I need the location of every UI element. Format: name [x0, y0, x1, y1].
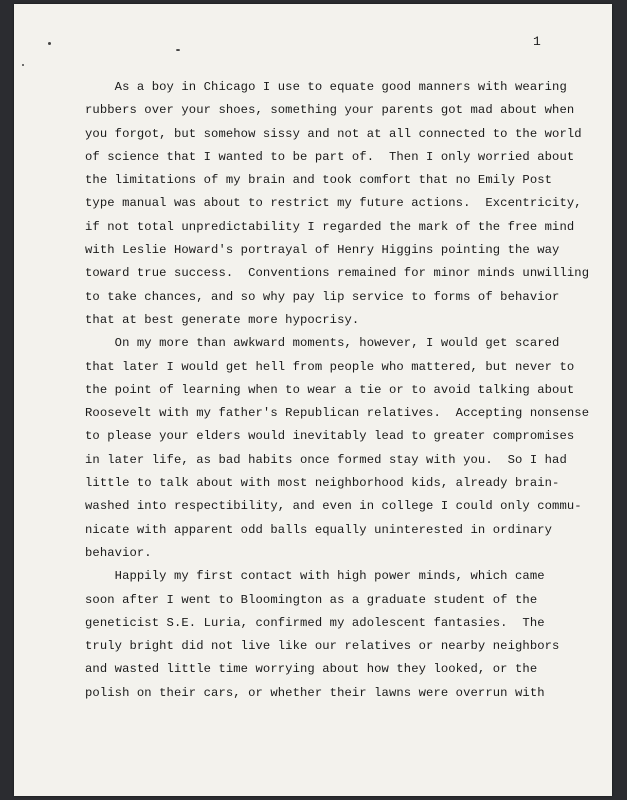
text-line: you forgot, but somehow sissy and not at all connected to the world — [85, 126, 582, 141]
text-line: polish on their cars, or whether their lawns were overrun with — [85, 685, 545, 700]
scan-speck — [22, 64, 24, 66]
text-line: of science that I wanted to be part of. Then I only worried about — [85, 149, 575, 164]
text-line: rubbers over your shoes, something your parents got mad about when — [85, 103, 575, 118]
text-line: nicate with apparent odd balls equally uninterested in ordinary — [85, 522, 553, 537]
scan-speck — [48, 42, 51, 45]
text-line: if not total unpredictability I regarded the mark of the free mind — [85, 219, 575, 234]
text-line: the point of learning when to wear a tie or to avoid talking about — [85, 382, 575, 397]
text-line: On my more than awkward moments, however, I would get scared — [85, 336, 560, 351]
text-line: Roosevelt with my father's Republican relatives. Accepting nonsense — [85, 406, 590, 421]
text-line: type manual was about to restrict my future actions. Excentricity, — [85, 196, 582, 211]
text-line: with Leslie Howard's portrayal of Henry Higgins pointing the way — [85, 243, 560, 258]
text-line: that later I would get hell from people who mattered, but never to — [85, 359, 575, 374]
text-line: soon after I went to Bloomington as a graduate student of the — [85, 592, 538, 607]
text-line: As a boy in Chicago I use to equate good manners with wearing — [85, 80, 567, 94]
text-line: to take chances, and so why pay lip service to forms of behavior — [85, 289, 560, 304]
text-line: little to talk about with most neighborhood kids, already brain- — [85, 476, 560, 491]
document-body — [85, 76, 590, 705]
text-line: that at best generate more hypocrisy. — [85, 312, 360, 327]
text-line: geneticist S.E. Luria, confirmed my adolescent fantasies. The — [85, 615, 545, 630]
text-line: toward true success. Conventions remained for minor minds unwilling — [85, 266, 590, 281]
text-line: behavior. — [85, 545, 152, 560]
text-line: in later life, as bad habits once formed stay with you. So I had — [85, 452, 567, 467]
text-line: Happily my first contact with high power minds, which came — [85, 569, 545, 584]
text-line: truly bright did not live like our relatives or nearby neighbors — [85, 639, 560, 654]
page-number: 1 — [533, 34, 541, 49]
text-line: and wasted little time worrying about how they looked, or the — [85, 662, 538, 677]
text-line: the limitations of my brain and took comfort that no Emily Post — [85, 173, 553, 188]
text-line: washed into respectibility, and even in college I could only commu- — [85, 499, 582, 514]
document-page — [14, 4, 612, 796]
text-line: to please your elders would inevitably lead to greater compromises — [85, 429, 575, 444]
scan-speck — [176, 49, 180, 51]
